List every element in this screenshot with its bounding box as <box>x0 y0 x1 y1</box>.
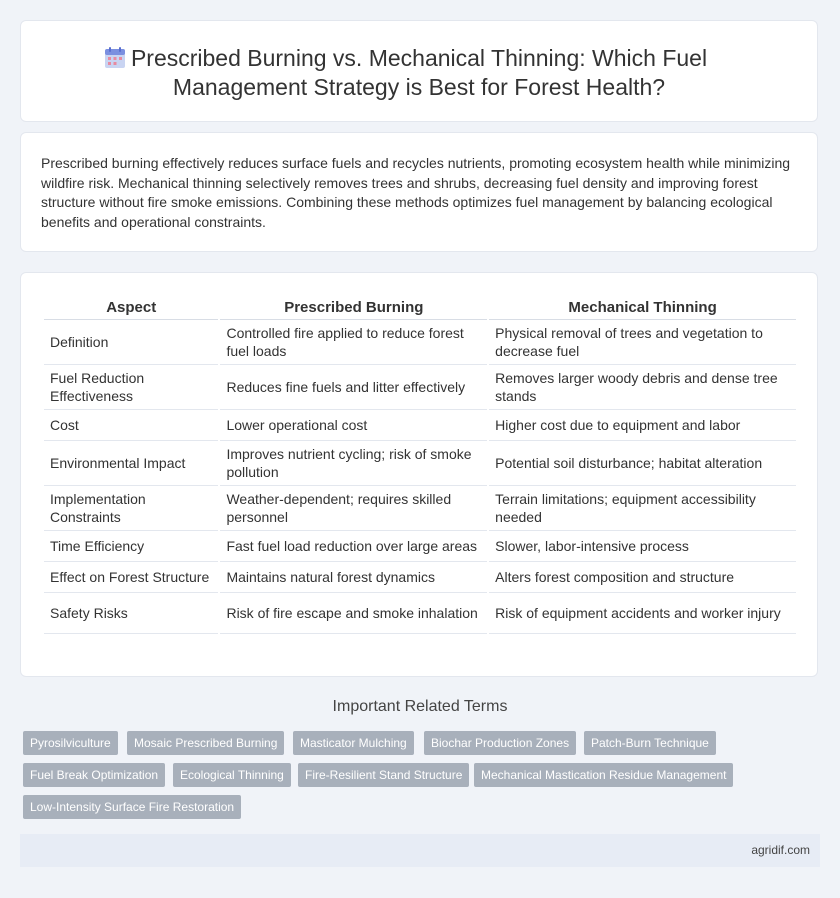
row-prescribed-burning: Controlled fire applied to reduce forest fuel loads <box>220 320 487 365</box>
row-mechanical-thinning: Terrain limitations; equipment accessibility needed <box>489 486 796 531</box>
table-row <box>44 562 796 593</box>
row-aspect: Environmental Impact <box>44 441 218 486</box>
table-row <box>44 441 796 486</box>
related-term-tag[interactable]: Patch-Burn Technique <box>584 731 716 755</box>
related-terms-title: Important Related Terms <box>332 698 508 715</box>
row-mechanical-thinning: Higher cost due to equipment and labor <box>489 410 796 441</box>
table-header-row <box>44 297 796 320</box>
row-mechanical-thinning: Slower, labor-intensive process <box>489 531 796 562</box>
related-term-tag[interactable]: Mechanical Mastication Residue Management <box>474 763 733 787</box>
table-row <box>44 531 796 562</box>
row-mechanical-thinning: Alters forest composition and structure <box>489 562 796 593</box>
table-row <box>44 593 796 634</box>
row-mechanical-thinning: Risk of equipment accidents and worker injury <box>489 593 796 634</box>
row-prescribed-burning: Reduces fine fuels and litter effectively <box>220 365 487 410</box>
page-title-line-2: Management Strategy is Best for Forest Health? <box>172 74 666 100</box>
comparison-table <box>42 297 798 634</box>
table-row <box>44 486 796 531</box>
related-term-tag[interactable]: Masticator Mulching <box>293 731 414 755</box>
title-card <box>20 20 818 122</box>
row-mechanical-thinning: Physical removal of trees and vegetation to decrease fuel <box>489 320 796 365</box>
row-aspect: Safety Risks <box>44 593 218 634</box>
row-aspect: Implementation Constraints <box>44 486 218 531</box>
related-term-tag[interactable]: Biochar Production Zones <box>424 731 576 755</box>
page-title-line-1: Prescribed Burning vs. Mechanical Thinning: Which Fuel <box>130 45 708 71</box>
row-aspect: Time Efficiency <box>44 531 218 562</box>
table-row <box>44 365 796 410</box>
row-prescribed-burning: Weather-dependent; requires skilled personnel <box>220 486 487 531</box>
row-aspect: Effect on Forest Structure <box>44 562 218 593</box>
row-aspect: Definition <box>44 320 218 365</box>
row-prescribed-burning: Maintains natural forest dynamics <box>220 562 487 593</box>
row-aspect: Fuel Reduction Effectiveness <box>44 365 218 410</box>
related-term-tag[interactable]: Fuel Break Optimization <box>23 763 165 787</box>
comparison-card <box>20 272 818 677</box>
related-term-tag[interactable]: Pyrosilviculture <box>23 731 118 755</box>
header-mechanical-thinning: Mechanical Thinning <box>489 297 796 320</box>
intro-paragraph: Prescribed burning effectively reduces surface fuels and recycles nutrients, promoting ecosystem health while minimizing wildfire risk. Mechanical thinning selectively removes trees and shrubs, decreasing fuel density and improving forest structure without fire smoke emissions. Combining these methods optimizes fuel management by balancing ecological benefits and operational constraints. <box>41 155 791 230</box>
row-mechanical-thinning: Potential soil disturbance; habitat alteration <box>489 441 796 486</box>
row-mechanical-thinning: Removes larger woody debris and dense tree stands <box>489 365 796 410</box>
row-aspect: Cost <box>44 410 218 441</box>
related-term-tag[interactable]: Mosaic Prescribed Burning <box>127 731 284 755</box>
footer <box>20 834 820 867</box>
related-term-tag[interactable]: Ecological Thinning <box>173 763 291 787</box>
intro-card <box>20 132 818 252</box>
row-prescribed-burning: Fast fuel load reduction over large areas <box>220 531 487 562</box>
row-prescribed-burning: Lower operational cost <box>220 410 487 441</box>
footer-site-link[interactable]: agridif.com <box>751 843 810 857</box>
table-row <box>44 320 796 365</box>
row-prescribed-burning: Improves nutrient cycling; risk of smoke pollution <box>220 441 487 486</box>
header-aspect: Aspect <box>44 297 218 320</box>
related-term-tag[interactable]: Low-Intensity Surface Fire Restoration <box>23 795 241 819</box>
page-title <box>21 44 817 102</box>
row-prescribed-burning: Risk of fire escape and smoke inhalation <box>220 593 487 634</box>
header-prescribed-burning: Prescribed Burning <box>220 297 487 320</box>
table-row <box>44 410 796 441</box>
related-term-tag[interactable]: Fire-Resilient Stand Structure <box>298 763 469 787</box>
